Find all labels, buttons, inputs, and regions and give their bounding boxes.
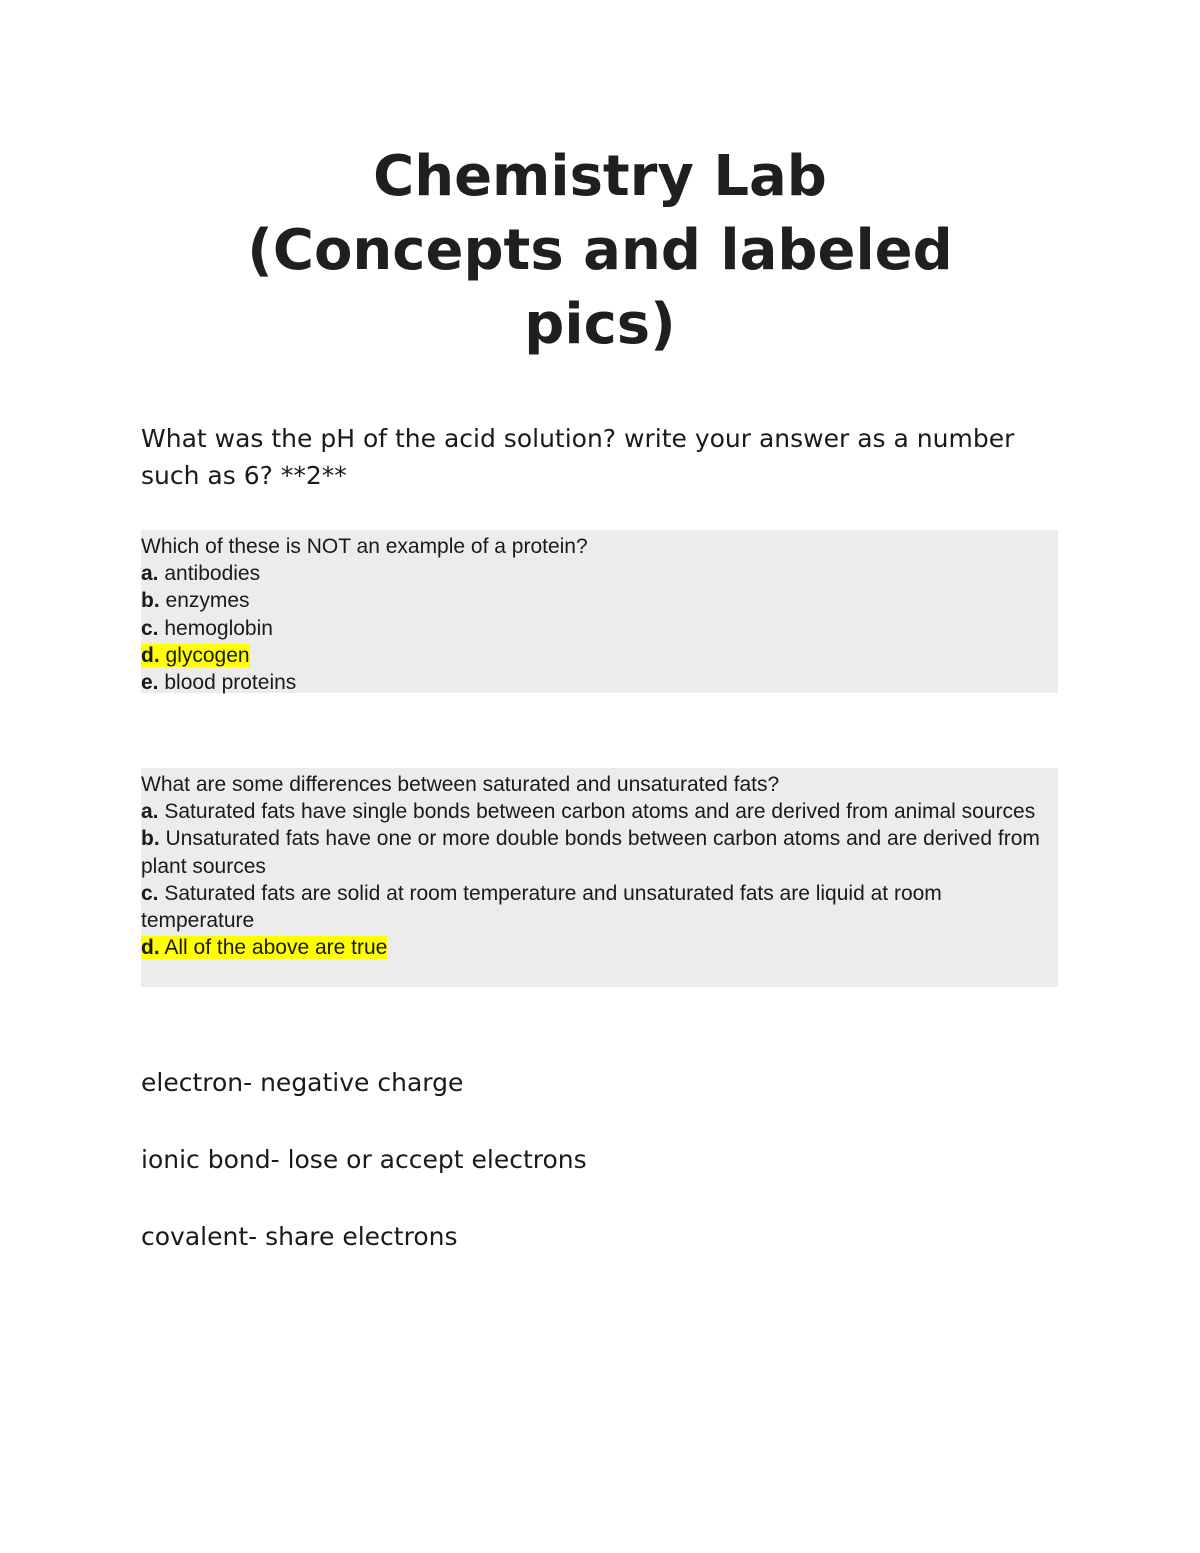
fats-option-b bbox=[141, 825, 1058, 879]
option-letter: c. bbox=[141, 616, 159, 640]
fats-option-d bbox=[141, 934, 1058, 961]
ph-question: What was the pH of the acid solution? write your answer as a number such as 6? **2** bbox=[141, 424, 1015, 490]
definition-covalent: covalent- share electrons bbox=[141, 1222, 458, 1251]
option-letter: b. bbox=[141, 827, 160, 851]
title-line-3: pics) bbox=[524, 292, 676, 357]
option-text: Saturated fats have single bonds between carbon atoms and are derived from animal sources bbox=[164, 800, 1036, 824]
protein-option-b bbox=[141, 587, 1058, 614]
option-text: Unsaturated fats have one or more double bonds between carbon atoms and are derived from plant sources bbox=[141, 827, 1040, 878]
document-title bbox=[0, 140, 1200, 362]
answer-highlight bbox=[141, 644, 250, 667]
option-letter: a. bbox=[141, 562, 159, 586]
protein-question-box bbox=[141, 530, 1058, 693]
protein-question-prompt: Which of these is NOT an example of a protein? bbox=[141, 535, 588, 558]
fats-question-box bbox=[141, 768, 1058, 987]
definition-ionic-bond: ionic bond- lose or accept electrons bbox=[141, 1145, 587, 1174]
option-text: All of the above are true bbox=[164, 936, 388, 960]
protein-option-d bbox=[141, 642, 1058, 669]
option-letter: d. bbox=[141, 936, 160, 960]
option-letter: c. bbox=[141, 881, 159, 905]
answer-highlight bbox=[141, 936, 387, 959]
fats-option-c bbox=[141, 880, 1058, 934]
option-letter: a. bbox=[141, 800, 159, 824]
protein-option-a bbox=[141, 560, 1058, 587]
option-text: antibodies bbox=[164, 562, 261, 586]
title-line-2: (Concepts and labeled bbox=[247, 218, 953, 283]
protein-option-e bbox=[141, 669, 1058, 696]
option-text: glycogen bbox=[165, 643, 250, 667]
title-line-1: Chemistry Lab bbox=[373, 144, 827, 209]
option-letter: d. bbox=[141, 643, 160, 667]
definitions-list bbox=[141, 1063, 1041, 1294]
definition-electron: electron- negative charge bbox=[141, 1068, 464, 1097]
option-letter: e. bbox=[141, 671, 159, 695]
option-text: hemoglobin bbox=[164, 616, 273, 640]
protein-option-c bbox=[141, 615, 1058, 642]
option-text: Saturated fats are solid at room temperature and unsaturated fats are liquid at room temperature bbox=[141, 881, 942, 933]
option-letter: b. bbox=[141, 589, 160, 613]
fats-question-prompt: What are some differences between saturated and unsaturated fats? bbox=[141, 773, 780, 796]
fats-option-a bbox=[141, 798, 1058, 825]
option-text: enzymes bbox=[165, 589, 250, 613]
option-text: blood proteins bbox=[164, 671, 297, 695]
